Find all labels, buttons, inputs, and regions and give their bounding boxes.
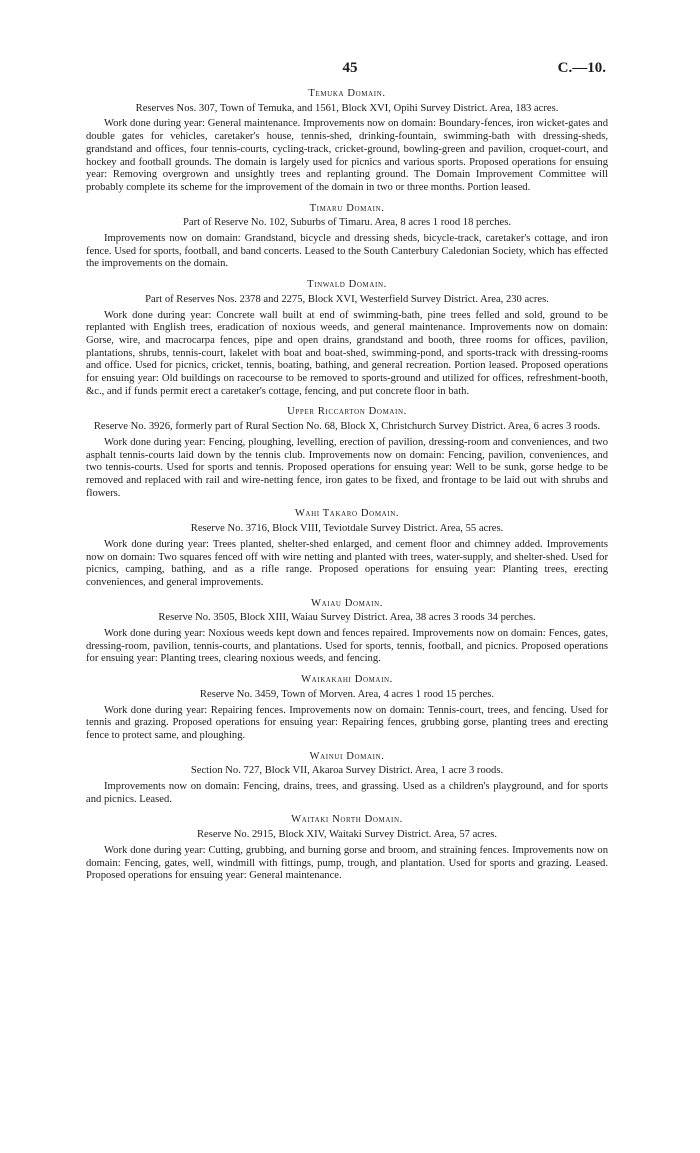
- reserve-description: Reserve No. 3505, Block XIII, Waiau Survey District. Area, 38 acres 3 roods 34 perches.: [158, 612, 536, 624]
- reserve-description: Reserve No. 3459, Town of Morven. Area, 4 acres 1 rood 15 perches.: [199, 688, 495, 700]
- section-heading: Wainui Domain.: [309, 750, 385, 762]
- section-waitaki-north-domain: [86, 814, 608, 883]
- section-wainui-domain: [86, 751, 608, 807]
- section-upper-riccarton-domain: [86, 406, 608, 500]
- section-paragraph: Work done during year: General maintenance. Improvements now on domain: Boundary-fences, iron wicket-gates and double gates for vehicles, caretaker's house, tennis-shed, drinking-fountain, swimming-bath with dressing-sheds, grandstand and offices, four tennis-courts, cycling-track, cricket-ground, bowling-green and pavilion, croquet-court, and hockey and football grounds. The domain is largely used for picnics and various sports. Proposed operations for ensuing year: Removing overgrown and unsightly trees and replanting ground. The Domain Improvement Committee will probably complete its scheme for the improvement of the domain in two or three months. Portion leased.: [86, 118, 608, 193]
- section-heading: Upper Riccarton Domain.: [287, 406, 407, 418]
- section-tinwald-domain: [86, 279, 608, 398]
- reserve-description: Reserve No. 3716, Block VIII, Teviotdale Survey District. Area, 55 acres.: [190, 523, 504, 535]
- section-heading: Timaru Domain.: [309, 202, 385, 214]
- section-paragraph: Work done during year: Repairing fences. Improvements now on domain: Tennis-court, trees, and fencing. Used for tennis and grazing. Proposed operations for ensuing year: Repairing fences, grubbing gorse, planting trees and erecting fence to protect same, and ploughing.: [86, 704, 608, 741]
- section-timaru-domain: [86, 203, 608, 272]
- section-paragraph: Work done during year: Cutting, grubbing, and burning gorse and broom, and straining fences. Improvements now on domain: Fencing, gates, well, windmill with fittings, pump, trough, and plantation. Used for sports and grazing. Leased. Proposed operations for ensuing year: General maintenance.: [86, 844, 608, 882]
- section-heading: Temuka Domain.: [308, 88, 386, 99]
- reserve-description: Section No. 727, Block VII, Akaroa Survey District. Area, 1 acre 3 roods.: [190, 765, 504, 777]
- section-paragraph: Improvements now on domain: Grandstand, bicycle and dressing sheds, bicycle-track, caretaker's cottage, and iron fence. Used for sports, football, and band concerts. Leased to the South Canterbury Caledonian Society, which has effected the improvements on the domain.: [86, 233, 608, 270]
- section-paragraph: Work done during year: Concrete wall built at end of swimming-bath, pine trees felled and sold, ground to be replanted with English trees, eradication of noxious weeds, and general maintenance. Improvements now on domain: Gorse, wire, and macrocarpa fences, pipe and open drains, grandstand and booth, three rooms for offices, pavilion, plantations, shrubs, tennis-court, lakelet with boat and boat-shed, swimming-pond, and sports-track with dressing-rooms and office. Used for picnics, cricket, tennis, boating, bathing, and general recreation. Portion leased. Proposed operations for ensuing year: Old buildings on racecourse to be removed to sports-ground and utilized for offices, refreshment-booth, &c., and if funds permit erect a caretaker's cottage, fencing, and put concrete floor in bath.: [86, 309, 608, 397]
- section-heading: Waitaki North Domain.: [291, 814, 403, 826]
- page-reference: C.—10.: [557, 60, 606, 76]
- reserve-description: Part of Reserves Nos. 2378 and 2275, Block XVI, Westerfield Survey District. Area, 230 acres.: [145, 293, 549, 305]
- section-heading: Tinwald Domain.: [307, 279, 387, 291]
- reserve-description: Reserves Nos. 307, Town of Temuka, and 1561, Block XVI, Opihi Survey District. Area, 183 acres.: [135, 102, 559, 114]
- reserve-description: Reserve No. 3926, formerly part of Rural Section No. 68, Block X, Christchurch Survey District. Area, 6 acres 3 roods.: [93, 421, 601, 433]
- section-waiau-domain: [86, 598, 608, 667]
- section-paragraph: Work done during year: Noxious weeds kept down and fences repaired. Improvements now on domain: Fences, gates, dressing-room, pavilion, tennis-courts, and plantations. Used for sports, tennis, football, and picnics. Proposed operations for ensuing year: Planting trees, clearing noxious weeds, and fencing.: [86, 628, 608, 665]
- section-waikakahi-domain: [86, 674, 608, 743]
- section-heading: Waiau Domain.: [311, 597, 383, 609]
- reserve-description: Reserve No. 2915, Block XIV, Waitaki Survey District. Area, 57 acres.: [196, 829, 498, 841]
- reserve-description: Part of Reserve No. 102, Suburbs of Timaru. Area, 8 acres 1 rood 18 perches.: [182, 217, 512, 229]
- section-heading: Wahi Takaro Domain.: [294, 508, 400, 520]
- section-paragraph: Improvements now on domain: Fencing, drains, trees, and grassing. Used as a children's playground, and for sports and picnics. Leased.: [86, 781, 608, 805]
- section-paragraph: Work done during year: Fencing, ploughing, levelling, erection of pavilion, dressing-room and conveniences, and two asphalt tennis-courts laid down by the tennis club. Improvements now on domain: Fencing, pavilion, conveniences, and two tennis-courts. Used for sports and tennis. Proposed operations for ensuing year: Well to be sunk, gorse hedge to be removed and replaced with rail and wire-netting fence, iron gates to be fixed, and frontage to be laid out with shrubs and flowers.: [86, 436, 608, 499]
- page-number: 45: [342, 60, 358, 76]
- section-wahi-takaro-domain: [86, 508, 608, 589]
- page-body: [86, 88, 608, 891]
- section-heading: Waikakahi Domain.: [301, 674, 393, 686]
- section-temuka-domain: [86, 88, 608, 195]
- section-paragraph: Work done during year: Trees planted, shelter-shed enlarged, and cement floor and chimney added. Improvements now on domain: Two squares fenced off with wire netting and planted with trees, water-supply, and shelter-shed. Used for picnics, camping, bathing, and as a rifle range. Proposed operations for ensuing year: Planting trees, erecting conveniences, and general improvements.: [86, 538, 608, 588]
